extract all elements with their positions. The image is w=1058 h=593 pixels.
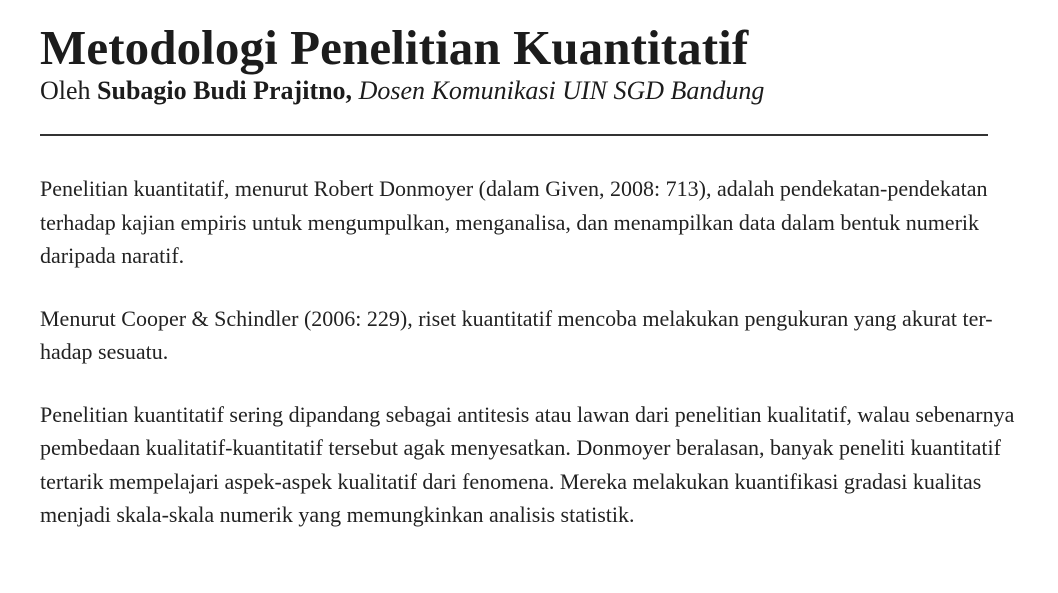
horizontal-divider [40, 134, 988, 136]
paragraph-2: Menurut Cooper & Schindler (2006: 229), riset kuantitatif mencoba melakukan pengukuran yang akurat ter-hadap sesuatu. [40, 305, 993, 364]
document-title: Metodologi Penelitian Kuantitatif [40, 20, 749, 75]
author-name: Subagio Budi Prajitno, [97, 76, 353, 105]
author-role: Dosen Komunikasi UIN SGD Bandung [358, 76, 765, 105]
paragraph-3: Penelitian kuantitatif sering dipandang sebagai antitesis atau lawan dari penelitian kualitatif, walau sebenarnya pembedaan kualitatif-kuantitatif tersebut agak menyesatkan. Donmoyer beralasan, banyak peneliti kuantitatif tertarik mempelajari aspek-aspek kualitatif dari fenomena. Mereka melakukan kuantifikasi gradasi kualitas menjadi skala-skala numerik yang memungkinkan analisis statistik. [40, 401, 1015, 527]
document-body [40, 172, 1030, 532]
byline-prefix: Oleh [40, 76, 98, 105]
paragraph-1: Penelitian kuantitatif, menurut Robert Donmoyer (dalam Given, 2008: 713), adalah pendekatan-pendekatan terhadap kajian empiris untuk mengumpulkan, menganalisa, dan menampilkan data dalam bentuk numerik daripada naratif. [40, 176, 988, 268]
byline [40, 76, 1028, 106]
